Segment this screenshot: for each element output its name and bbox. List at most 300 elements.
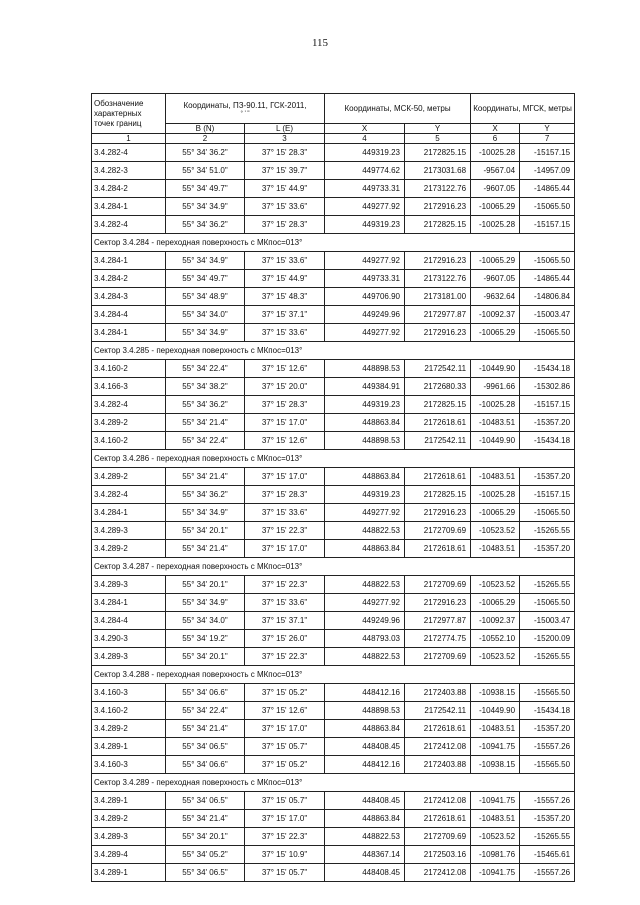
header-pz-title: Координаты, ПЗ-90.11, ГСК-2011,	[183, 100, 307, 110]
point-id-cell: 3.4.284-2	[92, 180, 166, 198]
msk-y-cell: 2172709.69	[405, 648, 471, 666]
header-col-number: 6	[471, 134, 520, 144]
msk-y-cell: 2172680.33	[405, 378, 471, 396]
longitude-cell: 37° 15' 05.7"	[245, 738, 325, 756]
longitude-cell: 37° 15' 05.2"	[245, 684, 325, 702]
msk-y-cell: 2172825.15	[405, 144, 471, 162]
msk-x-cell: 448408.45	[325, 738, 405, 756]
longitude-cell: 37° 15' 48.3"	[245, 288, 325, 306]
mgsk-x-cell: -10092.37	[471, 306, 520, 324]
msk-x-cell: 448822.53	[325, 522, 405, 540]
header-col-number: 1	[92, 134, 166, 144]
latitude-cell: 55° 34' 05.2"	[166, 846, 245, 864]
msk-y-cell: 2173031.68	[405, 162, 471, 180]
header-sub-msk-y: Y	[405, 124, 471, 134]
msk-x-cell: 448412.16	[325, 756, 405, 774]
msk-x-cell: 448863.84	[325, 468, 405, 486]
point-id-cell: 3.4.289-3	[92, 828, 166, 846]
point-id-cell: 3.4.284-4	[92, 612, 166, 630]
longitude-cell: 37° 15' 05.2"	[245, 756, 325, 774]
longitude-cell: 37° 15' 33.6"	[245, 504, 325, 522]
mgsk-y-cell: -15357.20	[520, 414, 575, 432]
mgsk-y-cell: -15003.47	[520, 612, 575, 630]
mgsk-x-cell: -10523.52	[471, 522, 520, 540]
point-id-cell: 3.4.282-4	[92, 216, 166, 234]
point-id-cell: 3.4.289-1	[92, 738, 166, 756]
longitude-cell: 37° 15' 17.0"	[245, 810, 325, 828]
table-row	[92, 486, 575, 504]
coordinates-table	[91, 93, 575, 882]
table-row	[92, 144, 575, 162]
mgsk-y-cell: -15065.50	[520, 504, 575, 522]
latitude-cell: 55° 34' 21.4"	[166, 540, 245, 558]
point-id-cell: 3.4.290-3	[92, 630, 166, 648]
latitude-cell: 55° 34' 51.0"	[166, 162, 245, 180]
mgsk-y-cell: -15357.20	[520, 810, 575, 828]
mgsk-y-cell: -15003.47	[520, 306, 575, 324]
msk-x-cell: 448863.84	[325, 720, 405, 738]
latitude-cell: 55° 34' 34.0"	[166, 306, 245, 324]
table-row	[92, 468, 575, 486]
msk-y-cell: 2173122.76	[405, 270, 471, 288]
longitude-cell: 37° 15' 22.3"	[245, 522, 325, 540]
point-id-cell: 3.4.289-2	[92, 810, 166, 828]
msk-y-cell: 2173181.00	[405, 288, 471, 306]
longitude-cell: 37° 15' 44.9"	[245, 270, 325, 288]
longitude-cell: 37° 15' 20.0"	[245, 378, 325, 396]
latitude-cell: 55° 34' 36.2"	[166, 486, 245, 504]
latitude-cell: 55° 34' 36.2"	[166, 144, 245, 162]
mgsk-y-cell: -15265.55	[520, 648, 575, 666]
msk-x-cell: 448822.53	[325, 828, 405, 846]
longitude-cell: 37° 15' 28.3"	[245, 486, 325, 504]
point-id-cell: 3.4.289-2	[92, 414, 166, 432]
mgsk-y-cell: -15434.18	[520, 702, 575, 720]
mgsk-x-cell: -10065.29	[471, 324, 520, 342]
table-row	[92, 540, 575, 558]
msk-x-cell: 449277.92	[325, 324, 405, 342]
table-row	[92, 270, 575, 288]
mgsk-x-cell: -10025.28	[471, 486, 520, 504]
longitude-cell: 37° 15' 05.7"	[245, 792, 325, 810]
header-sub-mgsk-y: Y	[520, 124, 575, 134]
mgsk-x-cell: -10092.37	[471, 612, 520, 630]
table-row	[92, 396, 575, 414]
table-row	[92, 612, 575, 630]
mgsk-x-cell: -10065.29	[471, 594, 520, 612]
mgsk-x-cell: -10552.10	[471, 630, 520, 648]
msk-x-cell: 448408.45	[325, 792, 405, 810]
table-row	[92, 648, 575, 666]
header-sub-l: L (E)	[245, 124, 325, 134]
latitude-cell: 55° 34' 06.5"	[166, 792, 245, 810]
latitude-cell: 55° 34' 20.1"	[166, 828, 245, 846]
mgsk-y-cell: -15065.50	[520, 252, 575, 270]
longitude-cell: 37° 15' 22.3"	[245, 576, 325, 594]
header-col-number: 3	[245, 134, 325, 144]
mgsk-x-cell: -10483.51	[471, 810, 520, 828]
latitude-cell: 55° 34' 21.4"	[166, 414, 245, 432]
point-id-cell: 3.4.284-1	[92, 252, 166, 270]
msk-y-cell: 2172618.61	[405, 540, 471, 558]
sector-row	[92, 558, 575, 576]
table-row	[92, 594, 575, 612]
mgsk-y-cell: -14957.09	[520, 162, 575, 180]
table-row	[92, 252, 575, 270]
point-id-cell: 3.4.282-4	[92, 396, 166, 414]
mgsk-y-cell: -14865.44	[520, 180, 575, 198]
table-row	[92, 702, 575, 720]
latitude-cell: 55° 34' 06.6"	[166, 756, 245, 774]
msk-x-cell: 449319.23	[325, 396, 405, 414]
msk-y-cell: 2172977.87	[405, 306, 471, 324]
point-id-cell: 3.4.289-2	[92, 720, 166, 738]
msk-x-cell: 448367.14	[325, 846, 405, 864]
msk-x-cell: 449319.23	[325, 216, 405, 234]
longitude-cell: 37° 15' 17.0"	[245, 468, 325, 486]
table-row	[92, 522, 575, 540]
msk-y-cell: 2172916.23	[405, 252, 471, 270]
header-col-number: 2	[166, 134, 245, 144]
mgsk-y-cell: -15565.50	[520, 756, 575, 774]
point-id-cell: 3.4.289-3	[92, 522, 166, 540]
point-id-cell: 3.4.289-3	[92, 648, 166, 666]
mgsk-y-cell: -15065.50	[520, 324, 575, 342]
msk-x-cell: 448898.53	[325, 432, 405, 450]
mgsk-x-cell: -10025.28	[471, 216, 520, 234]
mgsk-x-cell: -10065.29	[471, 198, 520, 216]
page-number: 115	[311, 37, 329, 49]
msk-x-cell: 449706.90	[325, 288, 405, 306]
msk-x-cell: 449319.23	[325, 486, 405, 504]
mgsk-y-cell: -15200.09	[520, 630, 575, 648]
point-id-cell: 3.4.284-3	[92, 288, 166, 306]
msk-x-cell: 449733.31	[325, 180, 405, 198]
point-id-cell: 3.4.289-1	[92, 792, 166, 810]
longitude-cell: 37° 15' 33.6"	[245, 198, 325, 216]
msk-y-cell: 2172403.88	[405, 756, 471, 774]
longitude-cell: 37° 15' 12.6"	[245, 432, 325, 450]
point-id-cell: 3.4.282-4	[92, 144, 166, 162]
mgsk-y-cell: -15434.18	[520, 432, 575, 450]
mgsk-x-cell: -10449.90	[471, 360, 520, 378]
mgsk-y-cell: -14806.84	[520, 288, 575, 306]
latitude-cell: 55° 34' 19.2"	[166, 630, 245, 648]
msk-x-cell: 449384.91	[325, 378, 405, 396]
table-row	[92, 828, 575, 846]
mgsk-x-cell: -9632.64	[471, 288, 520, 306]
point-id-cell: 3.4.289-3	[92, 576, 166, 594]
latitude-cell: 55° 34' 34.9"	[166, 252, 245, 270]
longitude-cell: 37° 15' 28.3"	[245, 396, 325, 414]
msk-y-cell: 2172618.61	[405, 414, 471, 432]
sector-title: Сектор 3.4.286 - переходная поверхность с МКпос=013°	[92, 450, 575, 468]
latitude-cell: 55° 34' 34.9"	[166, 504, 245, 522]
point-id-cell: 3.4.289-2	[92, 540, 166, 558]
msk-x-cell: 449774.62	[325, 162, 405, 180]
mgsk-y-cell: -15157.15	[520, 144, 575, 162]
table-row	[92, 504, 575, 522]
point-id-cell: 3.4.284-1	[92, 198, 166, 216]
mgsk-x-cell: -9961.66	[471, 378, 520, 396]
longitude-cell: 37° 15' 33.6"	[245, 324, 325, 342]
msk-y-cell: 2172618.61	[405, 468, 471, 486]
latitude-cell: 55° 34' 20.1"	[166, 648, 245, 666]
mgsk-y-cell: -15565.50	[520, 684, 575, 702]
header-msk-coordinates: Координаты, МСК-50, метры	[325, 94, 471, 124]
mgsk-x-cell: -10981.76	[471, 846, 520, 864]
point-id-cell: 3.4.289-1	[92, 864, 166, 882]
mgsk-y-cell: -15357.20	[520, 540, 575, 558]
latitude-cell: 55° 34' 22.4"	[166, 432, 245, 450]
msk-y-cell: 2172403.88	[405, 684, 471, 702]
msk-x-cell: 448412.16	[325, 684, 405, 702]
table-row	[92, 720, 575, 738]
msk-y-cell: 2172825.15	[405, 486, 471, 504]
sector-title: Сектор 3.4.284 - переходная поверхность с МКпос=013°	[92, 234, 575, 252]
msk-y-cell: 2172916.23	[405, 504, 471, 522]
mgsk-x-cell: -10483.51	[471, 414, 520, 432]
longitude-cell: 37° 15' 26.0"	[245, 630, 325, 648]
mgsk-y-cell: -15357.20	[520, 468, 575, 486]
latitude-cell: 55° 34' 22.4"	[166, 702, 245, 720]
longitude-cell: 37° 15' 22.3"	[245, 828, 325, 846]
mgsk-x-cell: -10025.28	[471, 144, 520, 162]
longitude-cell: 37° 15' 17.0"	[245, 414, 325, 432]
latitude-cell: 55° 34' 48.9"	[166, 288, 245, 306]
latitude-cell: 55° 34' 34.9"	[166, 324, 245, 342]
latitude-cell: 55° 34' 20.1"	[166, 522, 245, 540]
longitude-cell: 37° 15' 33.6"	[245, 252, 325, 270]
latitude-cell: 55° 34' 21.4"	[166, 468, 245, 486]
msk-x-cell: 448863.84	[325, 540, 405, 558]
latitude-cell: 55° 34' 49.7"	[166, 180, 245, 198]
latitude-cell: 55° 34' 06.5"	[166, 738, 245, 756]
table-row	[92, 846, 575, 864]
latitude-cell: 55° 34' 06.6"	[166, 684, 245, 702]
latitude-cell: 55° 34' 49.7"	[166, 270, 245, 288]
longitude-cell: 37° 15' 33.6"	[245, 594, 325, 612]
point-id-cell: 3.4.282-3	[92, 162, 166, 180]
mgsk-x-cell: -10483.51	[471, 540, 520, 558]
mgsk-x-cell: -10938.15	[471, 756, 520, 774]
point-id-cell: 3.4.284-2	[92, 270, 166, 288]
msk-y-cell: 2172542.11	[405, 432, 471, 450]
table-row	[92, 414, 575, 432]
msk-x-cell: 449733.31	[325, 270, 405, 288]
table-row	[92, 288, 575, 306]
mgsk-x-cell: -10449.90	[471, 432, 520, 450]
sector-row	[92, 234, 575, 252]
msk-y-cell: 2172709.69	[405, 828, 471, 846]
msk-y-cell: 2172412.08	[405, 738, 471, 756]
longitude-cell: 37° 15' 39.7"	[245, 162, 325, 180]
table-row	[92, 216, 575, 234]
msk-y-cell: 2172916.23	[405, 594, 471, 612]
table-row	[92, 684, 575, 702]
point-id-cell: 3.4.160-2	[92, 432, 166, 450]
msk-x-cell: 448408.45	[325, 864, 405, 882]
table-row	[92, 576, 575, 594]
mgsk-x-cell: -9607.05	[471, 270, 520, 288]
msk-y-cell: 2172825.15	[405, 396, 471, 414]
msk-y-cell: 2172916.23	[405, 324, 471, 342]
point-id-cell: 3.4.160-3	[92, 684, 166, 702]
point-id-cell: 3.4.282-4	[92, 486, 166, 504]
mgsk-y-cell: -15465.61	[520, 846, 575, 864]
mgsk-x-cell: -10941.75	[471, 738, 520, 756]
mgsk-y-cell: -15157.15	[520, 486, 575, 504]
header-col-number: 4	[325, 134, 405, 144]
table-header	[92, 94, 575, 144]
header-col-number: 7	[520, 134, 575, 144]
header-pz-coordinates	[166, 94, 325, 124]
msk-y-cell: 2172774.75	[405, 630, 471, 648]
mgsk-x-cell: -10025.28	[471, 396, 520, 414]
table-row	[92, 360, 575, 378]
sector-title: Сектор 3.4.288 - переходная поверхность с МКпос=013°	[92, 666, 575, 684]
table-row	[92, 810, 575, 828]
mgsk-y-cell: -15557.26	[520, 864, 575, 882]
msk-x-cell: 449277.92	[325, 198, 405, 216]
msk-y-cell: 2172412.08	[405, 864, 471, 882]
header-col-number: 5	[405, 134, 471, 144]
msk-y-cell: 2172618.61	[405, 720, 471, 738]
msk-x-cell: 449277.92	[325, 252, 405, 270]
mgsk-x-cell: -10449.90	[471, 702, 520, 720]
mgsk-y-cell: -15265.55	[520, 522, 575, 540]
longitude-cell: 37° 15' 44.9"	[245, 180, 325, 198]
table-row	[92, 162, 575, 180]
msk-y-cell: 2172618.61	[405, 810, 471, 828]
mgsk-y-cell: -15157.15	[520, 216, 575, 234]
latitude-cell: 55° 34' 36.2"	[166, 396, 245, 414]
sector-title: Сектор 3.4.287 - переходная поверхность с МКпос=013°	[92, 558, 575, 576]
point-id-cell: 3.4.284-1	[92, 504, 166, 522]
mgsk-x-cell: -10938.15	[471, 684, 520, 702]
mgsk-y-cell: -15302.86	[520, 378, 575, 396]
header-point-designation: Обозначение характерных точек границ	[92, 94, 166, 134]
table-row	[92, 738, 575, 756]
msk-y-cell: 2172916.23	[405, 198, 471, 216]
mgsk-y-cell: -15557.26	[520, 792, 575, 810]
table-row	[92, 378, 575, 396]
point-id-cell: 3.4.160-2	[92, 702, 166, 720]
msk-x-cell: 449249.96	[325, 612, 405, 630]
mgsk-x-cell: -10483.51	[471, 468, 520, 486]
table-row	[92, 324, 575, 342]
msk-y-cell: 2172542.11	[405, 360, 471, 378]
longitude-cell: 37° 15' 12.6"	[245, 702, 325, 720]
longitude-cell: 37° 15' 05.7"	[245, 864, 325, 882]
msk-y-cell: 2172977.87	[405, 612, 471, 630]
latitude-cell: 55° 34' 34.9"	[166, 198, 245, 216]
latitude-cell: 55° 34' 21.4"	[166, 810, 245, 828]
sector-row	[92, 666, 575, 684]
table-row	[92, 198, 575, 216]
mgsk-y-cell: -15434.18	[520, 360, 575, 378]
latitude-cell: 55° 34' 34.9"	[166, 594, 245, 612]
mgsk-y-cell: -15265.55	[520, 828, 575, 846]
longitude-cell: 37° 15' 28.3"	[245, 144, 325, 162]
longitude-cell: 37° 15' 22.3"	[245, 648, 325, 666]
latitude-cell: 55° 34' 20.1"	[166, 576, 245, 594]
table-row	[92, 306, 575, 324]
msk-y-cell: 2172709.69	[405, 522, 471, 540]
point-id-cell: 3.4.289-2	[92, 468, 166, 486]
header-sub-b: B (N)	[166, 124, 245, 134]
sector-title: Сектор 3.4.289 - переходная поверхность с МКпос=013°	[92, 774, 575, 792]
mgsk-y-cell: -15357.20	[520, 720, 575, 738]
latitude-cell: 55° 34' 06.5"	[166, 864, 245, 882]
msk-y-cell: 2172503.16	[405, 846, 471, 864]
mgsk-x-cell: -9607.05	[471, 180, 520, 198]
mgsk-x-cell: -10523.52	[471, 648, 520, 666]
msk-x-cell: 449277.92	[325, 504, 405, 522]
msk-x-cell: 448822.53	[325, 648, 405, 666]
longitude-cell: 37° 15' 28.3"	[245, 216, 325, 234]
msk-x-cell: 449249.96	[325, 306, 405, 324]
msk-x-cell: 448793.03	[325, 630, 405, 648]
latitude-cell: 55° 34' 21.4"	[166, 720, 245, 738]
header-sub-mgsk-x: X	[471, 124, 520, 134]
point-id-cell: 3.4.160-2	[92, 360, 166, 378]
msk-x-cell: 449277.92	[325, 594, 405, 612]
latitude-cell: 55° 34' 38.2"	[166, 378, 245, 396]
latitude-cell: 55° 34' 22.4"	[166, 360, 245, 378]
longitude-cell: 37° 15' 37.1"	[245, 612, 325, 630]
msk-y-cell: 2172412.08	[405, 792, 471, 810]
mgsk-x-cell: -10065.29	[471, 504, 520, 522]
point-id-cell: 3.4.166-3	[92, 378, 166, 396]
mgsk-x-cell: -10065.29	[471, 252, 520, 270]
mgsk-x-cell: -10523.52	[471, 576, 520, 594]
mgsk-y-cell: -15265.55	[520, 576, 575, 594]
point-id-cell: 3.4.160-3	[92, 756, 166, 774]
header-mgsk-coordinates: Координаты, МГСК, метры	[471, 94, 575, 124]
msk-x-cell: 448863.84	[325, 414, 405, 432]
table-row	[92, 630, 575, 648]
sector-row	[92, 774, 575, 792]
point-id-cell: 3.4.284-1	[92, 594, 166, 612]
mgsk-x-cell: -10941.75	[471, 864, 520, 882]
mgsk-x-cell: -9567.04	[471, 162, 520, 180]
point-id-cell: 3.4.284-1	[92, 324, 166, 342]
sector-title: Сектор 3.4.285 - переходная поверхность с МКпос=013°	[92, 342, 575, 360]
mgsk-y-cell: -15065.50	[520, 198, 575, 216]
longitude-cell: 37° 15' 10.9"	[245, 846, 325, 864]
table-body	[92, 144, 575, 882]
point-id-cell: 3.4.284-4	[92, 306, 166, 324]
mgsk-y-cell: -14865.44	[520, 270, 575, 288]
table-row	[92, 792, 575, 810]
mgsk-x-cell: -10483.51	[471, 720, 520, 738]
longitude-cell: 37° 15' 17.0"	[245, 540, 325, 558]
msk-x-cell: 448822.53	[325, 576, 405, 594]
table-row	[92, 864, 575, 882]
latitude-cell: 55° 34' 34.0"	[166, 612, 245, 630]
msk-x-cell: 449319.23	[325, 144, 405, 162]
msk-x-cell: 448898.53	[325, 702, 405, 720]
table-row	[92, 180, 575, 198]
header-pz-units: ° ' "	[240, 110, 250, 117]
mgsk-x-cell: -10523.52	[471, 828, 520, 846]
msk-y-cell: 2172542.11	[405, 702, 471, 720]
point-id-cell: 3.4.289-4	[92, 846, 166, 864]
table-row	[92, 432, 575, 450]
mgsk-y-cell: -15157.15	[520, 396, 575, 414]
sector-row	[92, 342, 575, 360]
